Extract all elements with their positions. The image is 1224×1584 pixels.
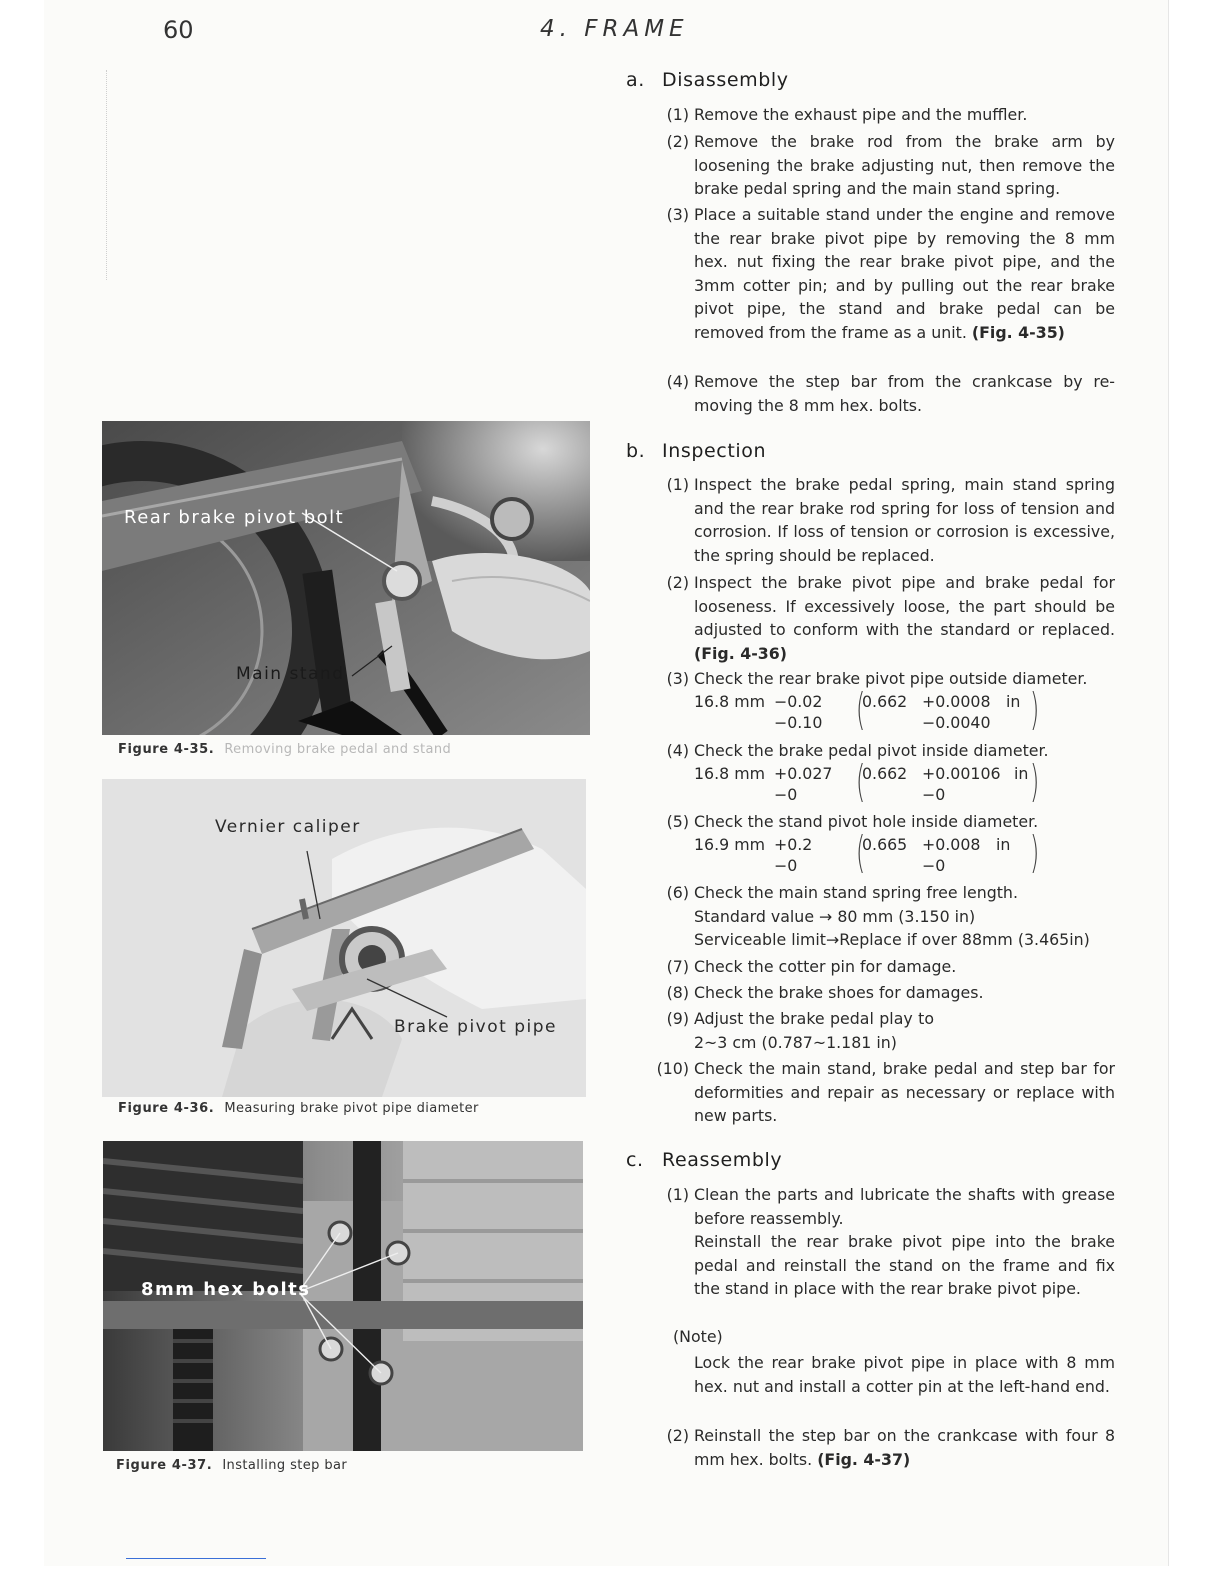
reassembly-paragraph: Reinstall the rear brake pivot pipe into the brake pedal and reinstall the stand on the frame and fix the stand in place with the rear brake pivot pipe.	[694, 1232, 1115, 1299]
disassembly-step-2	[643, 130, 1115, 201]
section-heading-disassembly	[626, 69, 789, 91]
note-heading: (Note)	[673, 1327, 723, 1346]
figure-number: Figure 4-36.	[118, 1101, 215, 1116]
figure-caption-text: Removing brake pedal and stand	[224, 742, 452, 757]
chapter-title: 4. FRAME	[540, 16, 689, 42]
inspection-step-4	[643, 739, 1115, 763]
note-text: Lock the rear brake pivot pipe in place with 8 mm hex. nut and install a cotter pin at the left-hand end.	[694, 1353, 1115, 1396]
margin-dots	[106, 70, 109, 280]
page-number: 60	[163, 16, 194, 44]
photo-brake-pedal-stand	[102, 421, 590, 735]
close-paren: )	[1029, 827, 1040, 878]
spec-3-mm-lower: −0.10	[774, 713, 823, 732]
spec-5-in: 0.665	[862, 835, 908, 854]
spec-5-mm: 16.9 mm	[694, 835, 765, 854]
spec-5-mm-upper: +0.2	[774, 835, 813, 854]
section-title: Inspection	[662, 440, 767, 462]
step-text: Remove the brake rod from the brake arm by loosening the brake adjusting nut, then remove the brake pedal spring and the main stand spring.	[694, 132, 1115, 199]
spec-3-in-lower: −0.0040	[922, 713, 991, 732]
step-number: (3)	[666, 669, 689, 688]
step-text: Reinstall the step bar on the crankcase with four 8 mm hex. bolts.	[694, 1426, 1115, 1469]
figure-4-36-caption	[118, 1101, 479, 1116]
spec-4-mm: 16.8 mm	[694, 764, 765, 783]
spec-3-mm-upper: −0.02	[774, 692, 823, 711]
serviceable-limit: Serviceable limit→Replace if over 88mm (3.465in)	[694, 930, 1090, 950]
spec-4-in-lower: −0	[922, 785, 946, 804]
inspection-step-1	[643, 473, 1115, 567]
step-text: Check the cotter pin for damage.	[694, 957, 957, 976]
spec-5-mm-lower: −0	[774, 856, 798, 875]
bottom-link-underline	[126, 1558, 266, 1559]
standard-value: Standard value → 80 mm (3.150 in)	[694, 906, 976, 926]
figure-number: Figure 4-35.	[118, 742, 215, 757]
step-number: (1)	[666, 1185, 689, 1204]
spec-5-in-upper: +0.008	[922, 835, 981, 854]
step-text: Check the brake pedal pivot inside diameter.	[694, 741, 1049, 760]
inspection-step-7	[643, 955, 1115, 979]
section-heading-inspection	[626, 440, 766, 462]
spec-4-in-upper: +0.00106	[922, 764, 1001, 783]
spec-3-in-upper: +0.0008	[922, 692, 991, 711]
inspection-step-2	[643, 571, 1115, 665]
spec-5-in-lower: −0	[922, 856, 946, 875]
figure-caption-text: Measuring brake pivot pipe diameter	[224, 1101, 479, 1116]
figure-caption-text: Installing step bar	[222, 1458, 348, 1473]
disassembly-step-1	[643, 103, 1115, 127]
step-text: Adjust the brake pedal play to 2~3 cm (0.787~1.181 in)	[694, 1009, 934, 1052]
step-text: Check the main stand spring free length.	[694, 883, 1018, 902]
reassembly-step-1	[643, 1183, 1115, 1230]
step-text: Check the brake shoes for damages.	[694, 983, 984, 1002]
inspection-step-9	[643, 1007, 1115, 1054]
open-paren: (	[855, 756, 866, 807]
inspection-step-10	[643, 1057, 1115, 1128]
step-text: Inspect the brake pivot pipe and brake pedal for looseness. If excessively loose, the part should be adjusted to conform with the standard or replaced.	[694, 573, 1115, 640]
step-number: (1)	[666, 475, 689, 494]
step-number: (10)	[656, 1059, 689, 1078]
open-paren: (	[855, 684, 866, 735]
close-paren: )	[1029, 756, 1040, 807]
figure-4-35-photo	[102, 421, 590, 735]
step-text: Clean the parts and lubricate the shafts with grease before reassembly.	[694, 1185, 1115, 1228]
step-text: Check the main stand, brake pedal and step bar for deformities and repair as necessary or replace with new parts.	[694, 1059, 1115, 1126]
step-number: (2)	[666, 1426, 689, 1445]
label-brake-pivot-pipe: Brake pivot pipe	[394, 1017, 557, 1037]
spec-3-in: 0.662	[862, 692, 908, 711]
section-title: Disassembly	[662, 69, 789, 91]
spec-4-mm-lower: −0	[774, 785, 798, 804]
step-number: (4)	[666, 372, 689, 391]
inspection-step-6	[643, 881, 1115, 952]
figure-number: Figure 4-37.	[116, 1458, 213, 1473]
label-main-stand: Main stand	[236, 664, 345, 684]
step-text: Remove the exhaust pipe and the muffler.	[694, 105, 1028, 124]
spec-5-in-unit: in	[996, 835, 1011, 854]
disassembly-step-4	[643, 370, 1115, 417]
figure-4-36-photo	[102, 779, 586, 1097]
reassembly-step-2	[643, 1424, 1115, 1471]
figure-4-37-photo	[103, 1141, 583, 1451]
spec-4-mm-upper: +0.027	[774, 764, 833, 783]
step-number: (3)	[666, 205, 689, 224]
spec-3-mm: 16.8 mm	[694, 692, 765, 711]
figure-4-35-caption	[118, 742, 451, 757]
disassembly-step-3	[643, 203, 1115, 345]
open-paren: (	[855, 827, 866, 878]
label-8mm-hex-bolts: 8mm hex bolts	[141, 1279, 311, 1300]
step-number: (9)	[666, 1009, 689, 1028]
inspection-step-8	[643, 981, 1115, 1005]
spec-3-in-unit: in	[1006, 692, 1021, 711]
step-number: (7)	[666, 957, 689, 976]
section-letter: c.	[626, 1149, 644, 1171]
step-number: (6)	[666, 883, 689, 902]
figure-reference: (Fig. 4-35)	[971, 322, 1065, 342]
step-text: Place a suitable stand under the engine and remove the rear brake pivot pipe by removing the 8 mm hex. nut fixing the rear brake pivot pipe, and the 3mm cotter pin; and by pulling out the rear brake pivot pipe, the stand and brake pedal can be removed from the frame as a unit.	[694, 205, 1115, 342]
spec-4-in-unit: in	[1014, 764, 1029, 783]
step-number: (1)	[666, 105, 689, 124]
figure-reference: (Fig. 4-36)	[694, 643, 787, 663]
step-text: Check the rear brake pivot pipe outside diameter.	[694, 669, 1088, 688]
step-number: (2)	[666, 132, 689, 151]
label-vernier-caliper: Vernier caliper	[215, 817, 361, 837]
inspection-step-5	[643, 810, 1115, 834]
close-paren: )	[1029, 684, 1040, 735]
spec-4-in: 0.662	[862, 764, 908, 783]
section-letter: a.	[626, 69, 645, 91]
step-number: (5)	[666, 812, 689, 831]
step-number: (4)	[666, 741, 689, 760]
section-title: Reassembly	[662, 1149, 783, 1171]
figure-reference: (Fig. 4-37)	[817, 1449, 911, 1469]
inspection-step-3	[643, 667, 1115, 691]
step-text: Remove the step bar from the crankcase by re-moving the 8 mm hex. bolts.	[694, 372, 1115, 415]
step-text: Check the stand pivot hole inside diameter.	[694, 812, 1039, 831]
step-text: Inspect the brake pedal spring, main stand spring and the rear brake rod spring for loss of tension and corrosion. If loss of tension or corrosion is excessive, the spring should be replaced.	[694, 475, 1115, 565]
label-rear-brake-pivot-bolt: Rear brake pivot bolt	[124, 507, 345, 528]
step-number: (2)	[666, 573, 689, 592]
section-heading-reassembly	[626, 1149, 782, 1171]
step-number: (8)	[666, 983, 689, 1002]
section-letter: b.	[626, 440, 646, 462]
figure-4-37-caption	[116, 1458, 347, 1473]
